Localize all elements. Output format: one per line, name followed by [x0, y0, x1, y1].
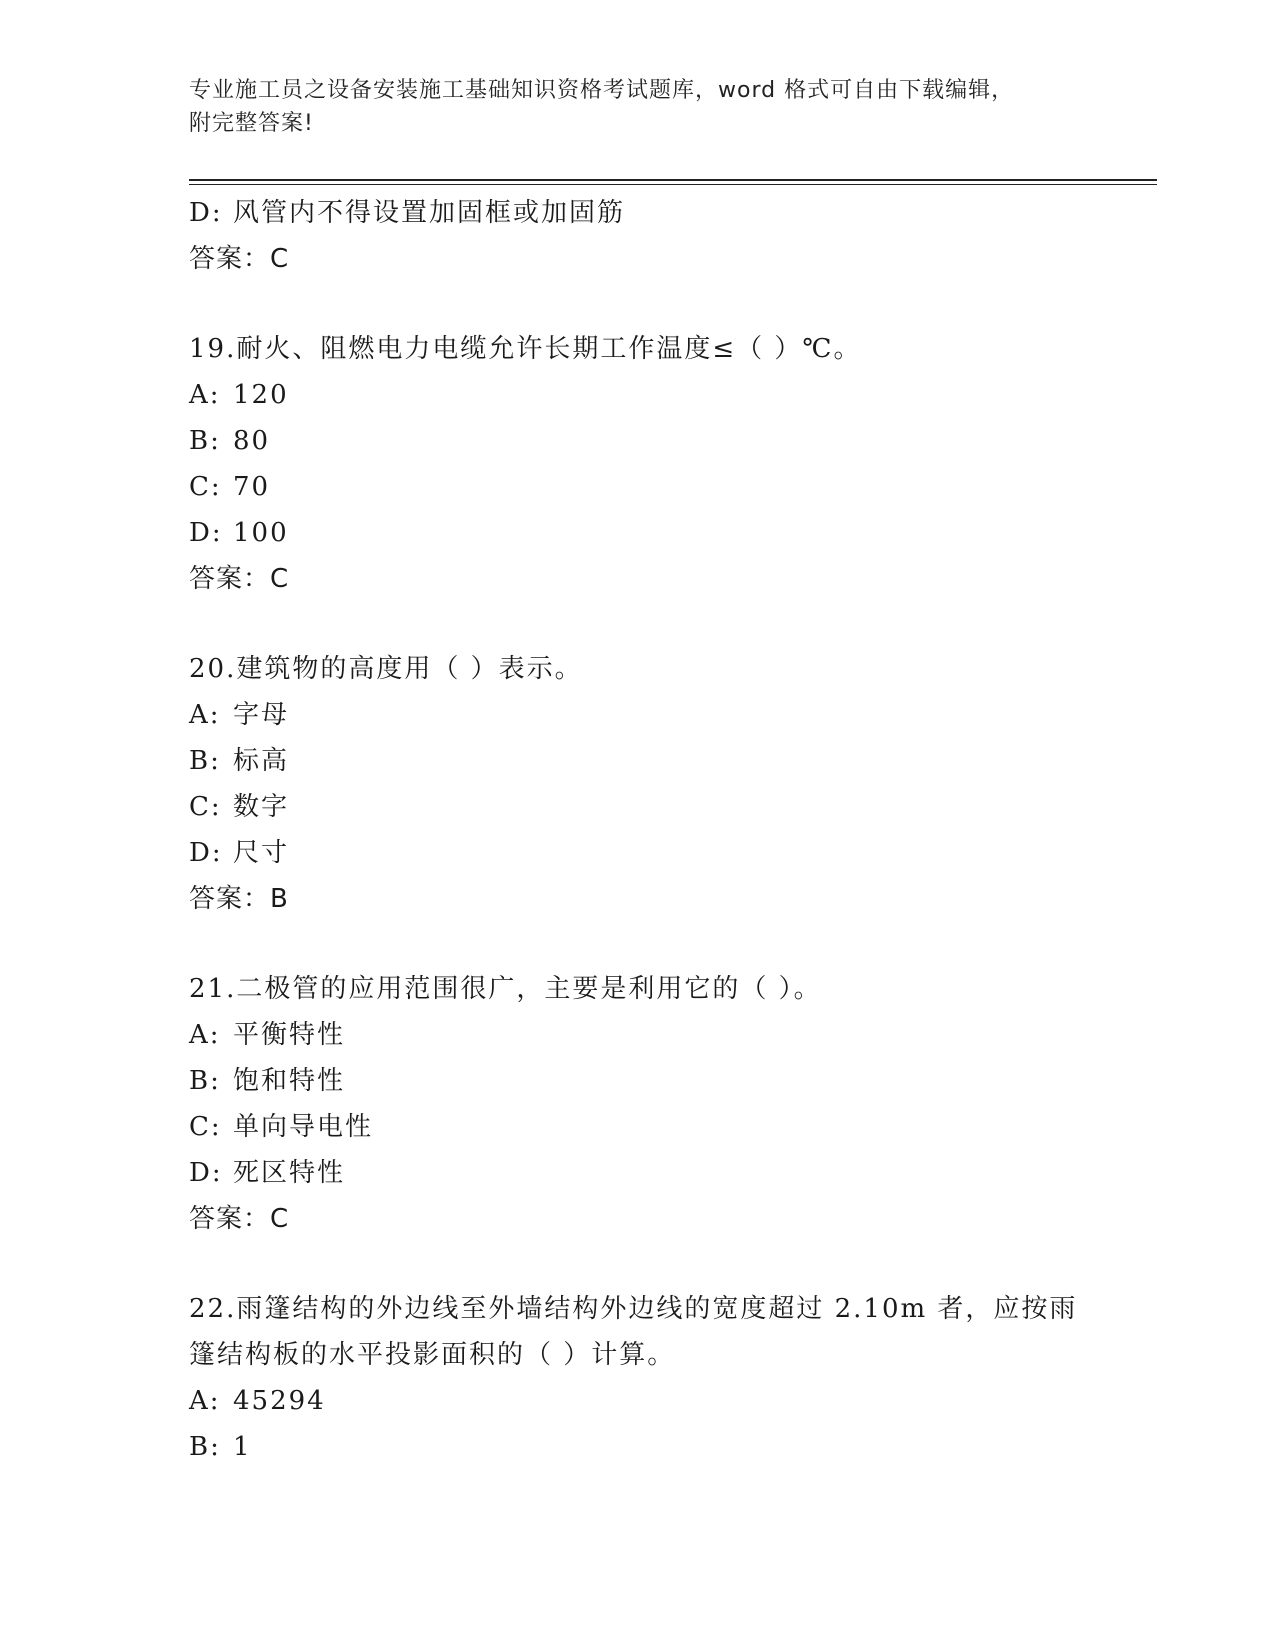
option-label: C:: [189, 472, 222, 502]
header-rule-thick: [189, 179, 1157, 181]
option-label: A:: [189, 700, 221, 730]
option-text: 死区特性: [233, 1158, 346, 1188]
question-22-title-line-2: 篷结构板的水平投影面积的（ ）计算。: [189, 1340, 676, 1370]
question-20-option-c: [189, 784, 1089, 830]
option-label: D:: [189, 838, 223, 868]
option-text: 80: [233, 426, 271, 456]
question-21-option-a: [189, 1012, 1089, 1058]
option-label: D:: [189, 1158, 223, 1188]
option-label: C:: [189, 1112, 222, 1142]
spacer: [189, 1242, 1089, 1286]
option-label: B:: [189, 1432, 221, 1462]
option-text: 45294: [233, 1386, 326, 1416]
option-label: A:: [189, 1386, 221, 1416]
question-21-option-d: [189, 1150, 1089, 1196]
option-text: 120: [233, 380, 289, 410]
prev-option-d: [189, 190, 1089, 236]
question-21-option-c: [189, 1104, 1089, 1150]
option-text: 数字: [233, 792, 290, 822]
question-19-title: 19.耐火、阻燃电力电缆允许长期工作温度≤（ ）℃。: [189, 334, 862, 364]
document-header: [189, 74, 1089, 140]
question-20-option-a: [189, 692, 1089, 738]
option-label: A:: [189, 1020, 221, 1050]
spacer: [189, 602, 1089, 646]
option-text: 平衡特性: [233, 1020, 346, 1050]
question-19-option-d: [189, 510, 1089, 556]
question-20-option-b: [189, 738, 1089, 784]
question-22-option-a: [189, 1378, 1089, 1424]
option-text: 70: [233, 472, 271, 502]
option-text: 尺寸: [233, 838, 290, 868]
option-label: C:: [189, 792, 222, 822]
question-content: [189, 190, 1089, 1470]
prev-answer: 答案：C: [189, 244, 290, 274]
question-19-option-b: [189, 418, 1089, 464]
spacer: [189, 922, 1089, 966]
spacer: [189, 282, 1089, 326]
option-text: 饱和特性: [233, 1066, 346, 1096]
option-text: 100: [233, 518, 289, 548]
option-label: B:: [189, 746, 221, 776]
header-line-2: 附完整答案!: [189, 111, 314, 136]
question-19-option-a: [189, 372, 1089, 418]
option-text: 单向导电性: [233, 1112, 374, 1142]
question-21-title: 21.二极管的应用范围很广，主要是利用它的（ ）。: [189, 974, 822, 1004]
option-text: 1: [233, 1432, 252, 1462]
question-22-title-line-1: 22.雨篷结构的外边线至外墙结构外边线的宽度超过 2.10m 者，应按雨: [189, 1294, 1078, 1324]
option-label: D:: [189, 198, 223, 228]
option-label: B:: [189, 1066, 221, 1096]
header-rule-thin: [189, 184, 1157, 185]
question-20-option-d: [189, 830, 1089, 876]
question-19-answer: 答案：C: [189, 564, 290, 594]
question-22-option-b: [189, 1424, 1089, 1470]
option-text: 风管内不得设置加固框或加固筋: [233, 198, 626, 228]
question-21-option-b: [189, 1058, 1089, 1104]
option-text: 标高: [233, 746, 290, 776]
header-line-1: 专业施工员之设备安装施工基础知识资格考试题库，word 格式可自由下载编辑，: [189, 78, 1015, 103]
option-label: A:: [189, 380, 221, 410]
option-text: 字母: [233, 700, 290, 730]
question-20-answer: 答案：B: [189, 884, 289, 914]
option-label: B:: [189, 426, 221, 456]
option-label: D:: [189, 518, 223, 548]
question-21-answer: 答案：C: [189, 1204, 290, 1234]
question-20-title: 20.建筑物的高度用（ ）表示。: [189, 654, 583, 684]
question-19-option-c: [189, 464, 1089, 510]
